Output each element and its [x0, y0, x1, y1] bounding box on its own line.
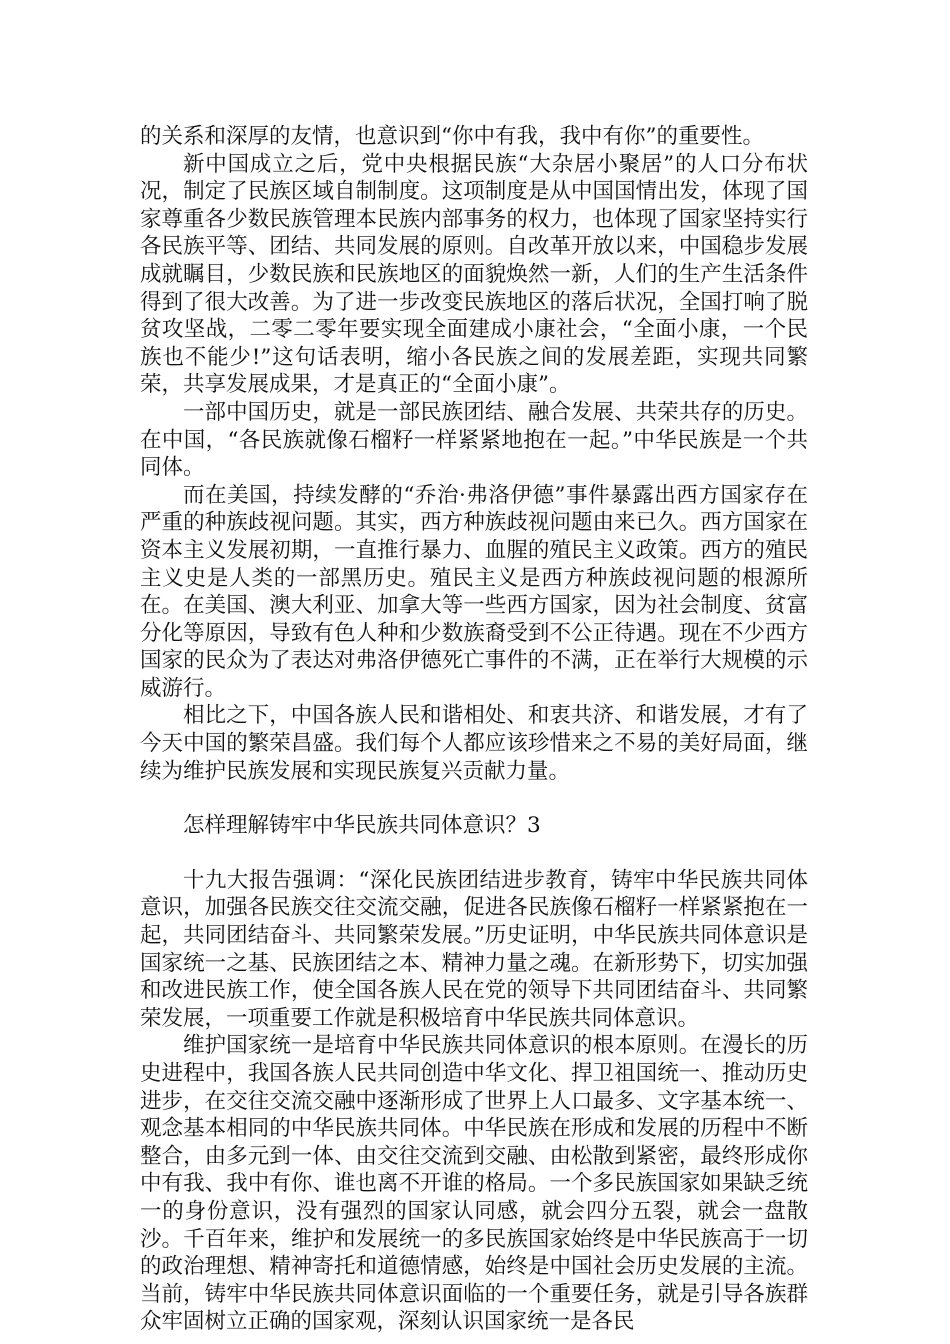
document-body: [140, 123, 808, 1336]
paragraph: 而在美国，持续发酵的“乔治·弗洛伊德”事件暴露出西方国家存在严重的种族歧视问题。其实，西方种族歧视问题由来已久。西方国家在资本主义发展初期，一直推行暴力、血腥的殖民主义政策。西方的殖民主义史是人类的一部黑历史。殖民主义是西方种族歧视问题的根源所在。在美国、澳大利亚、加拿大等一些西方国家，因为社会制度、贫富分化等原因，导致有色人种和少数族裔受到不公正待遇。现在不少西方国家的民众为了表达对弗洛伊德死亡事件的不满，正在举行大规模的示威游行。: [140, 482, 808, 701]
paragraph-continuation: 的关系和深厚的友情，也意识到“你中有我，我中有你”的重要性。: [140, 124, 764, 149]
paragraph: 相比之下，中国各族人民和谐相处、和衷共济、和谐发展，才有了今天中国的繁荣昌盛。我们每个人都应该珍惜来之不易的美好局面，继续为维护民族发展和实现民族复兴贡献力量。: [140, 703, 808, 784]
paragraph: 新中国成立之后，党中央根据民族“大杂居小聚居”的人口分布状况，制定了民族区域自制制度。这项制度是从中国国情出发，体现了国家尊重各少数民族管理本民族内部事务的权力，也体现了国家坚持实行各民族平等、团结、共同发展的原则。自改革开放以来，中国稳步发展成就瞩目，少数民族和民族地区的面貌焕然一新，人们的生产生活条件得到了很大改善。为了进一步改变民族地区的落后状况，全国打响了脱贫攻坚战，二零二零年要实现全面建成小康社会，“全面小康，一个民族也不能少!”这句话表明，缩小各民族之间的发展差距，实现共同繁荣，共享发展成果，才是真正的“全面小康”。: [140, 151, 808, 398]
paragraph: 一部中国历史，就是一部民族团结、融合发展、共荣共存的历史。在中国，“各民族就像石榴籽一样紧紧地抱在一起。”中华民族是一个共同体。: [140, 399, 808, 481]
paragraph: 十九大报告强调：“深化民族团结进步教育，铸牢中华民族共同体意识，加强各民族交往交流交融，促进各民族像石榴籽一样紧紧抱在一起，共同团结奋斗、共同繁荣发展。”历史证明，中华民族共同体意识是国家统一之基、民族团结之本、精神力量之魂。在新形势下，切实加强和改进民族工作，使全国各族人民在党的领导下共同团结奋斗、共同繁荣发展，一项重要工作就是积极培育中华民族共同体意识。: [140, 867, 808, 1031]
section-heading: 怎样理解铸牢中华民族共同体意识？3: [183, 813, 541, 839]
paragraph: 维护国家统一是培育中华民族共同体意识的根本原则。在漫长的历史进程中，我国各族人民共同创造中华文化、捍卫祖国统一、推动历史进步，在交往交流交融中逐渐形成了世界上人口最多、文字基本统一、观念基本相同的中华民族共同体。中华民族在形成和发展的历程中不断整合，由多元到一体、由交往交流到交融、由松散到紧密，最终形成你中有我、我中有你、谁也离不开谁的格局。一个多民族国家如果缺乏统一的身份意识，没有强烈的国家认同感，就会四分五裂，就会一盘散沙。千百年来，维护和发展统一的多民族国家始终是中华民族高于一切的政治理想、精神寄托和道德情感，始终是中国社会历史发展的主流。当前，铸牢中华民族共同体意识面临的一个重要任务，就是引导各族群众牢固树立正确的国家观，深刻认识国家统一是各民: [140, 1033, 808, 1335]
